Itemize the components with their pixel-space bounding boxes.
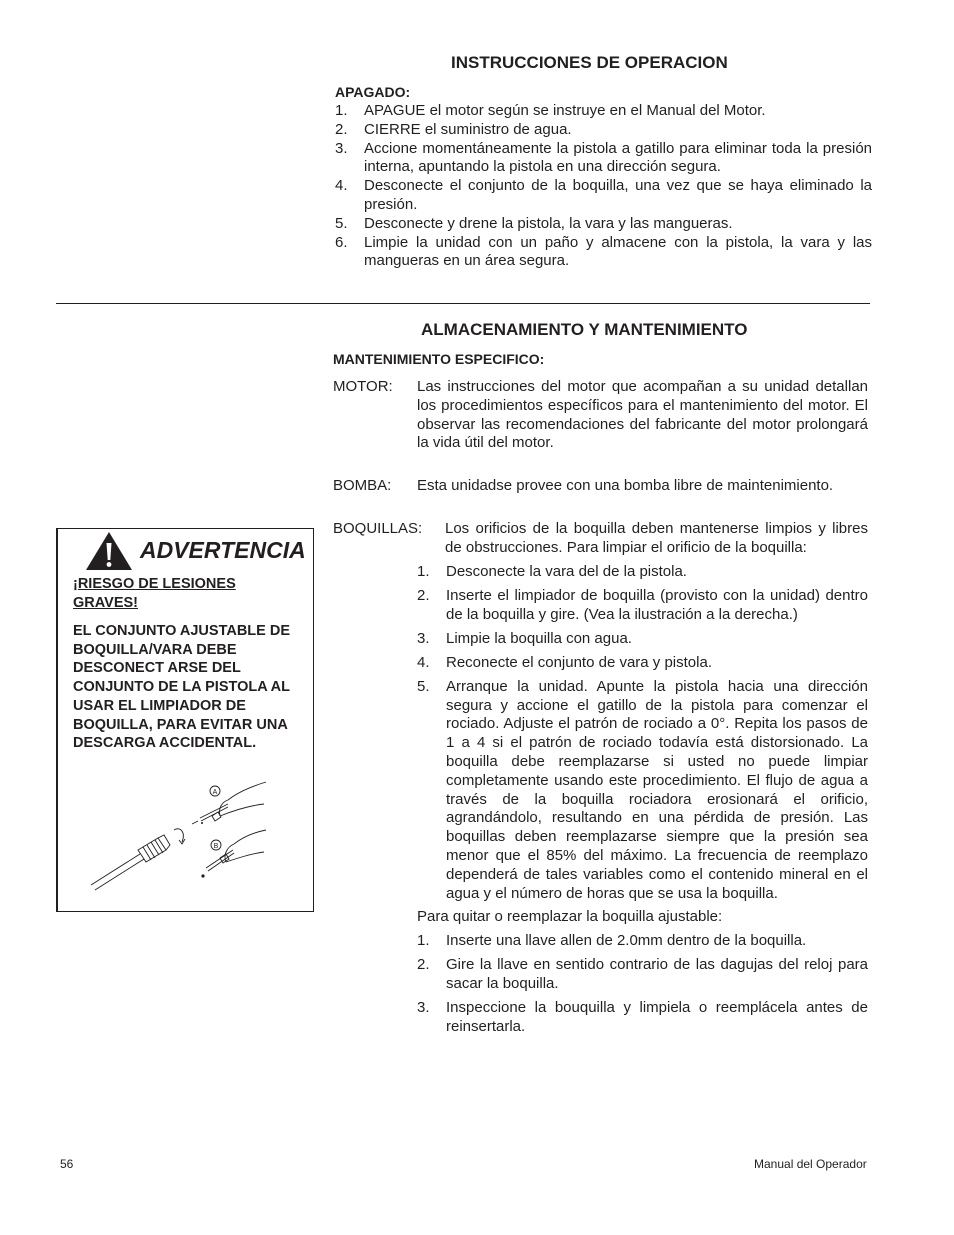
list-item: 1. APAGUE el motor según se instruye en el Manual del Motor. xyxy=(335,102,766,119)
list-item: 2. Inserte el limpiador de boquilla (provisto con la unidad) dentro de la boquilla y gire. (Vea la ilustración a la derecha.) xyxy=(417,586,868,623)
motor-text: Las instrucciones del motor que acompañan a su unidad detallan los procedimientos específicos para el mantenimiento del motor. El observar las recomendaciones del fabricante del motor prolongará la vida útil del motor. xyxy=(417,378,868,452)
section-divider xyxy=(56,303,870,304)
list-item: 5. Desconecte y drene la pistola, la vara y las mangueras. xyxy=(335,214,733,232)
callout-b: B xyxy=(213,843,219,850)
list-item: 2. CIERRE el suministro de agua. xyxy=(335,120,572,138)
pump-label: BOMBA: xyxy=(333,477,392,494)
specific-maintenance-label: MANTENIMIENTO ESPECIFICO: xyxy=(333,351,545,367)
warning-triangle-icon xyxy=(85,531,133,571)
callout-a: A xyxy=(212,789,218,796)
warning-body: EL CONJUNTO AJUSTABLE DE BOQUILLA/VARA DEBE DESCONECT ARSE DEL CONJUNTO DE LA PISTOLA AL USAR EL LIMPIADOR DE BOQUILLA, PARA EVITAR UNA DESCARGA ACCIDENTAL. xyxy=(73,623,290,752)
warning-title: ADVERTENCIA xyxy=(140,537,306,563)
nozzle-cleaning-steps xyxy=(417,563,868,908)
list-item: 3. Inspeccione la bouquilla y limpiela o reemplácela antes de reinsertarla. xyxy=(417,998,868,1035)
pump-text: Esta unidadse provee con una bomba libre de maintenimiento. xyxy=(417,477,834,494)
shutdown-steps xyxy=(335,102,872,271)
warning-risk: ¡RIESGO DE LESIONES GRAVES! xyxy=(73,576,236,611)
list-item: 3. Accione momentáneamente la pistola a gatillo para eliminar toda la presión interna, apuntando la pistola en una dirección segura. xyxy=(335,139,872,176)
operation-title: INSTRUCCIONES DE OPERACION xyxy=(451,53,728,72)
list-item: 1. Inserte una llave allen de 2.0mm dentro de la boquilla. xyxy=(417,932,807,949)
list-item: 4. Desconecte el conjunto de la boquilla, una vez que se haya eliminado la presión. xyxy=(335,177,872,213)
motor-label: MOTOR: xyxy=(333,378,393,395)
list-item: 2. Gire la llave en sentido contrario de las dagujas del reloj para sacar la boquilla. xyxy=(417,955,868,992)
list-item: 5. Arranque la unidad. Apunte la pistola hacia una dirección segura y accione el gatillo de la pistola para comenzar el rociado. Adjuste el patrón de rociado a 0°. Repita los pasos de 1 a 4 si el patrón de rociado todavía está distorsionado. La boquilla debe reemplazarse si usted no puede limpiar completamente usando este procedimiento. El flujo de agua a través de la boquilla rociadora erosionará el orificio, agrandándolo, resultando en una pérdida de presión. Las boquillas deben reemplazarse siempre que la presión sea menor que el 85% del máximo. La frecuencia de reemplazo dependerá de tales variables como el contenido mineral en el agua y el número de horas que se usa la boquilla. xyxy=(417,677,868,902)
nozzles-label: BOQUILLAS: xyxy=(333,520,423,537)
storage-title: ALMACENAMIENTO Y MANTENIMIENTO xyxy=(421,320,748,339)
adjustable-intro: Para quitar o reemplazar la boquilla ajustable: xyxy=(417,908,723,925)
list-item: 1. Desconecte la vara del de la pistola. xyxy=(417,563,687,580)
list-item: 4. Reconecte el conjunto de vara y pistola. xyxy=(417,653,712,671)
shutdown-label: APAGADO: xyxy=(335,84,411,100)
adjustable-nozzle-steps xyxy=(417,932,868,1042)
nozzle-cleaning-illustration xyxy=(88,772,278,892)
list-item: 6. Limpie la unidad con un paño y almacene con la pistola, la vara y las mangueras en un área segura. xyxy=(335,233,872,270)
list-item: 3. Limpie la boquilla con agua. xyxy=(417,629,632,647)
nozzles-text: Los orificios de la boquilla deben mantenerse limpios y libres de obstrucciones. Para limpiar el orificio de la boquilla: xyxy=(445,520,868,556)
page-number: 56 xyxy=(60,1157,74,1171)
manual-name: Manual del Operador xyxy=(754,1157,867,1171)
